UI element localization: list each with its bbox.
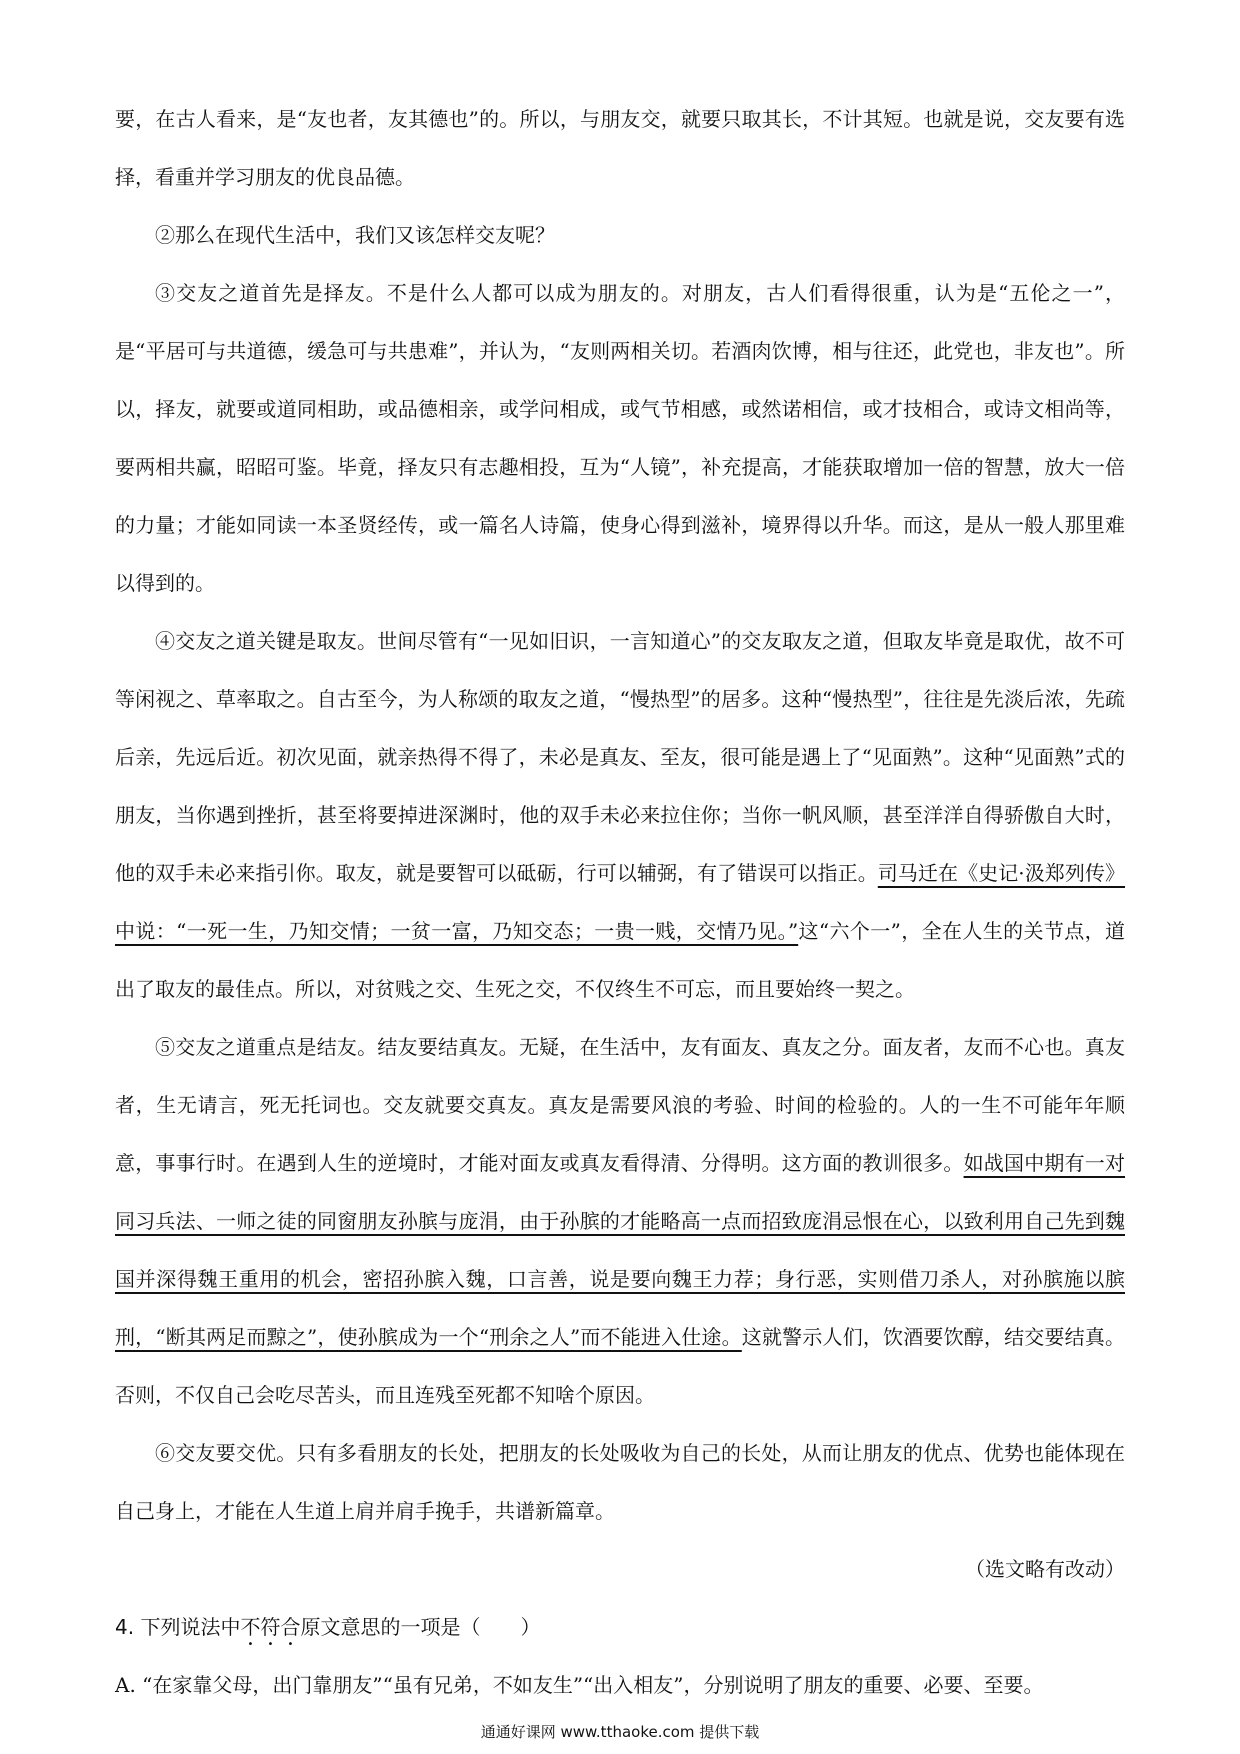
paragraph-5-text-a: ⑤交友之道重点是结友。结友要结真友。无疑，在生活中，友有面友、真友之分。面友者，友而不心也。真友者，生无请言，死无托词也。交友就要交真友。真友是需要风浪的考验、时间的检验的。人的一生不可能年年顺意，事事行时。在遇到人生的逆境时，才能对面友或真友看得清、分得明。这方面的教训很多。 [115, 1035, 1125, 1175]
question-prefix: 4. 下列说法中 [115, 1615, 241, 1639]
paragraph-5 [115, 1018, 1125, 1424]
paragraph-continued: 要，在古人看来，是“友也者，友其德也”的。所以，与朋友交，就要只取其长，不计其短。也就是说，交友要有选择，看重并学习朋友的优良品德。 [115, 107, 1125, 189]
source-note: （选文略有改动） [965, 1557, 1125, 1581]
question-suffix: 原文意思的一项是（ ） [300, 1615, 541, 1639]
paragraph-4-text-b: 这“六个一”，全在人生的关节点，道出了取友的最佳点。所以，对贫贱之交、生死之交，不仅终生不可忘，而且要始终一契之。 [115, 919, 1126, 1001]
paragraph-4-underlined-quote: 司马迁在《史记·汲郑列传》中说：“一死一生，乃知交情；一贫一富，乃知交态；一贵一贱，交情乃见。” [115, 861, 1126, 943]
article-body [115, 90, 1125, 1714]
question-4-title [115, 1598, 1125, 1656]
paragraph-6: ⑥交友要交优。只有多看朋友的长处，把朋友的长处吸收为自己的长处，从而让朋友的优点、优势也能体现在自己身上，才能在人生道上肩并肩手挽手，共谱新篇章。 [115, 1441, 1125, 1523]
paragraph-3: ③交友之道首先是择友。不是什么人都可以成为朋友的。对朋友，古人们看得很重，认为是“五伦之一”，是“平居可与共道德，缓急可与共患难”，并认为，“友则两相关切。若酒肉饮博，相与往还，此党也，非友也”。所以，择友，就要或道同相助，或品德相亲，或学问相成，或气节相感，或然诺相信，或才技相合，或诗文相尚等，要两相共赢，昭昭可鉴。毕竟，择友只有志趣相投，互为“人镜”，补充提高，才能获取增加一倍的智慧，放大一倍的力量；才能如同读一本圣贤经传，或一篇名人诗篇，使身心得到滋补，境界得以升华。而这，是从一般人那里难以得到的。 [115, 281, 1125, 595]
paragraph-4 [115, 612, 1125, 1018]
option-a: A. “在家靠父母，出门靠朋友”“虽有兄弟，不如友生”“出入相友”，分别说明了朋友的重要、必要、至要。 [115, 1673, 1044, 1697]
paragraph-5-text-b: 这就警示人们，饮酒要饮醇，结交要结真。否则，不仅自己会吃尽苦头，而且连残至死都不知啥个原因。 [115, 1325, 1126, 1407]
question-emphasis: 不符合 [240, 1615, 301, 1639]
paragraph-5-underlined-example: 如战国中期有一对同习兵法、一师之徒的同窗朋友孙膑与庞涓，由于孙膑的才能略高一点而招致庞涓忌恨在心，以致利用自己先到魏国并深得魏王重用的机会，密招孙膑入魏，口言善，说是要向魏王力荐；身行恶，实则借刀杀人，对孙膑施以膑刑，“断其两足而黥之”，使孙膑成为一个“刑余之人”而不能进入仕途。 [115, 1151, 1126, 1349]
paragraph-4-text-a: ④交友之道关键是取友。世间尽管有“一见如旧识，一言知道心”的交友取友之道，但取友毕竟是取优，故不可等闲视之、草率取之。自古至今，为人称颂的取友之道，“慢热型”的居多。这种“慢热型”，往往是先淡后浓，先疏后亲，先远后近。初次见面，就亲热得不得了，未必是真友、至友，很可能是遇上了“见面熟”。这种“见面熟”式的朋友，当你遇到挫折，甚至将要掉进深渊时，他的双手未必来拉住你；当你一帆风顺，甚至洋洋自得骄傲自大时，他的双手未必来指引你。取友，就是要智可以砥砺，行可以辅弼，有了错误可以指正。 [115, 629, 1125, 885]
paragraph-2: ②那么在现代生活中，我们又该怎样交友呢？ [155, 223, 555, 247]
page-footer: 通通好课网 www.tthaoke.com 提供下载 [480, 1723, 760, 1741]
